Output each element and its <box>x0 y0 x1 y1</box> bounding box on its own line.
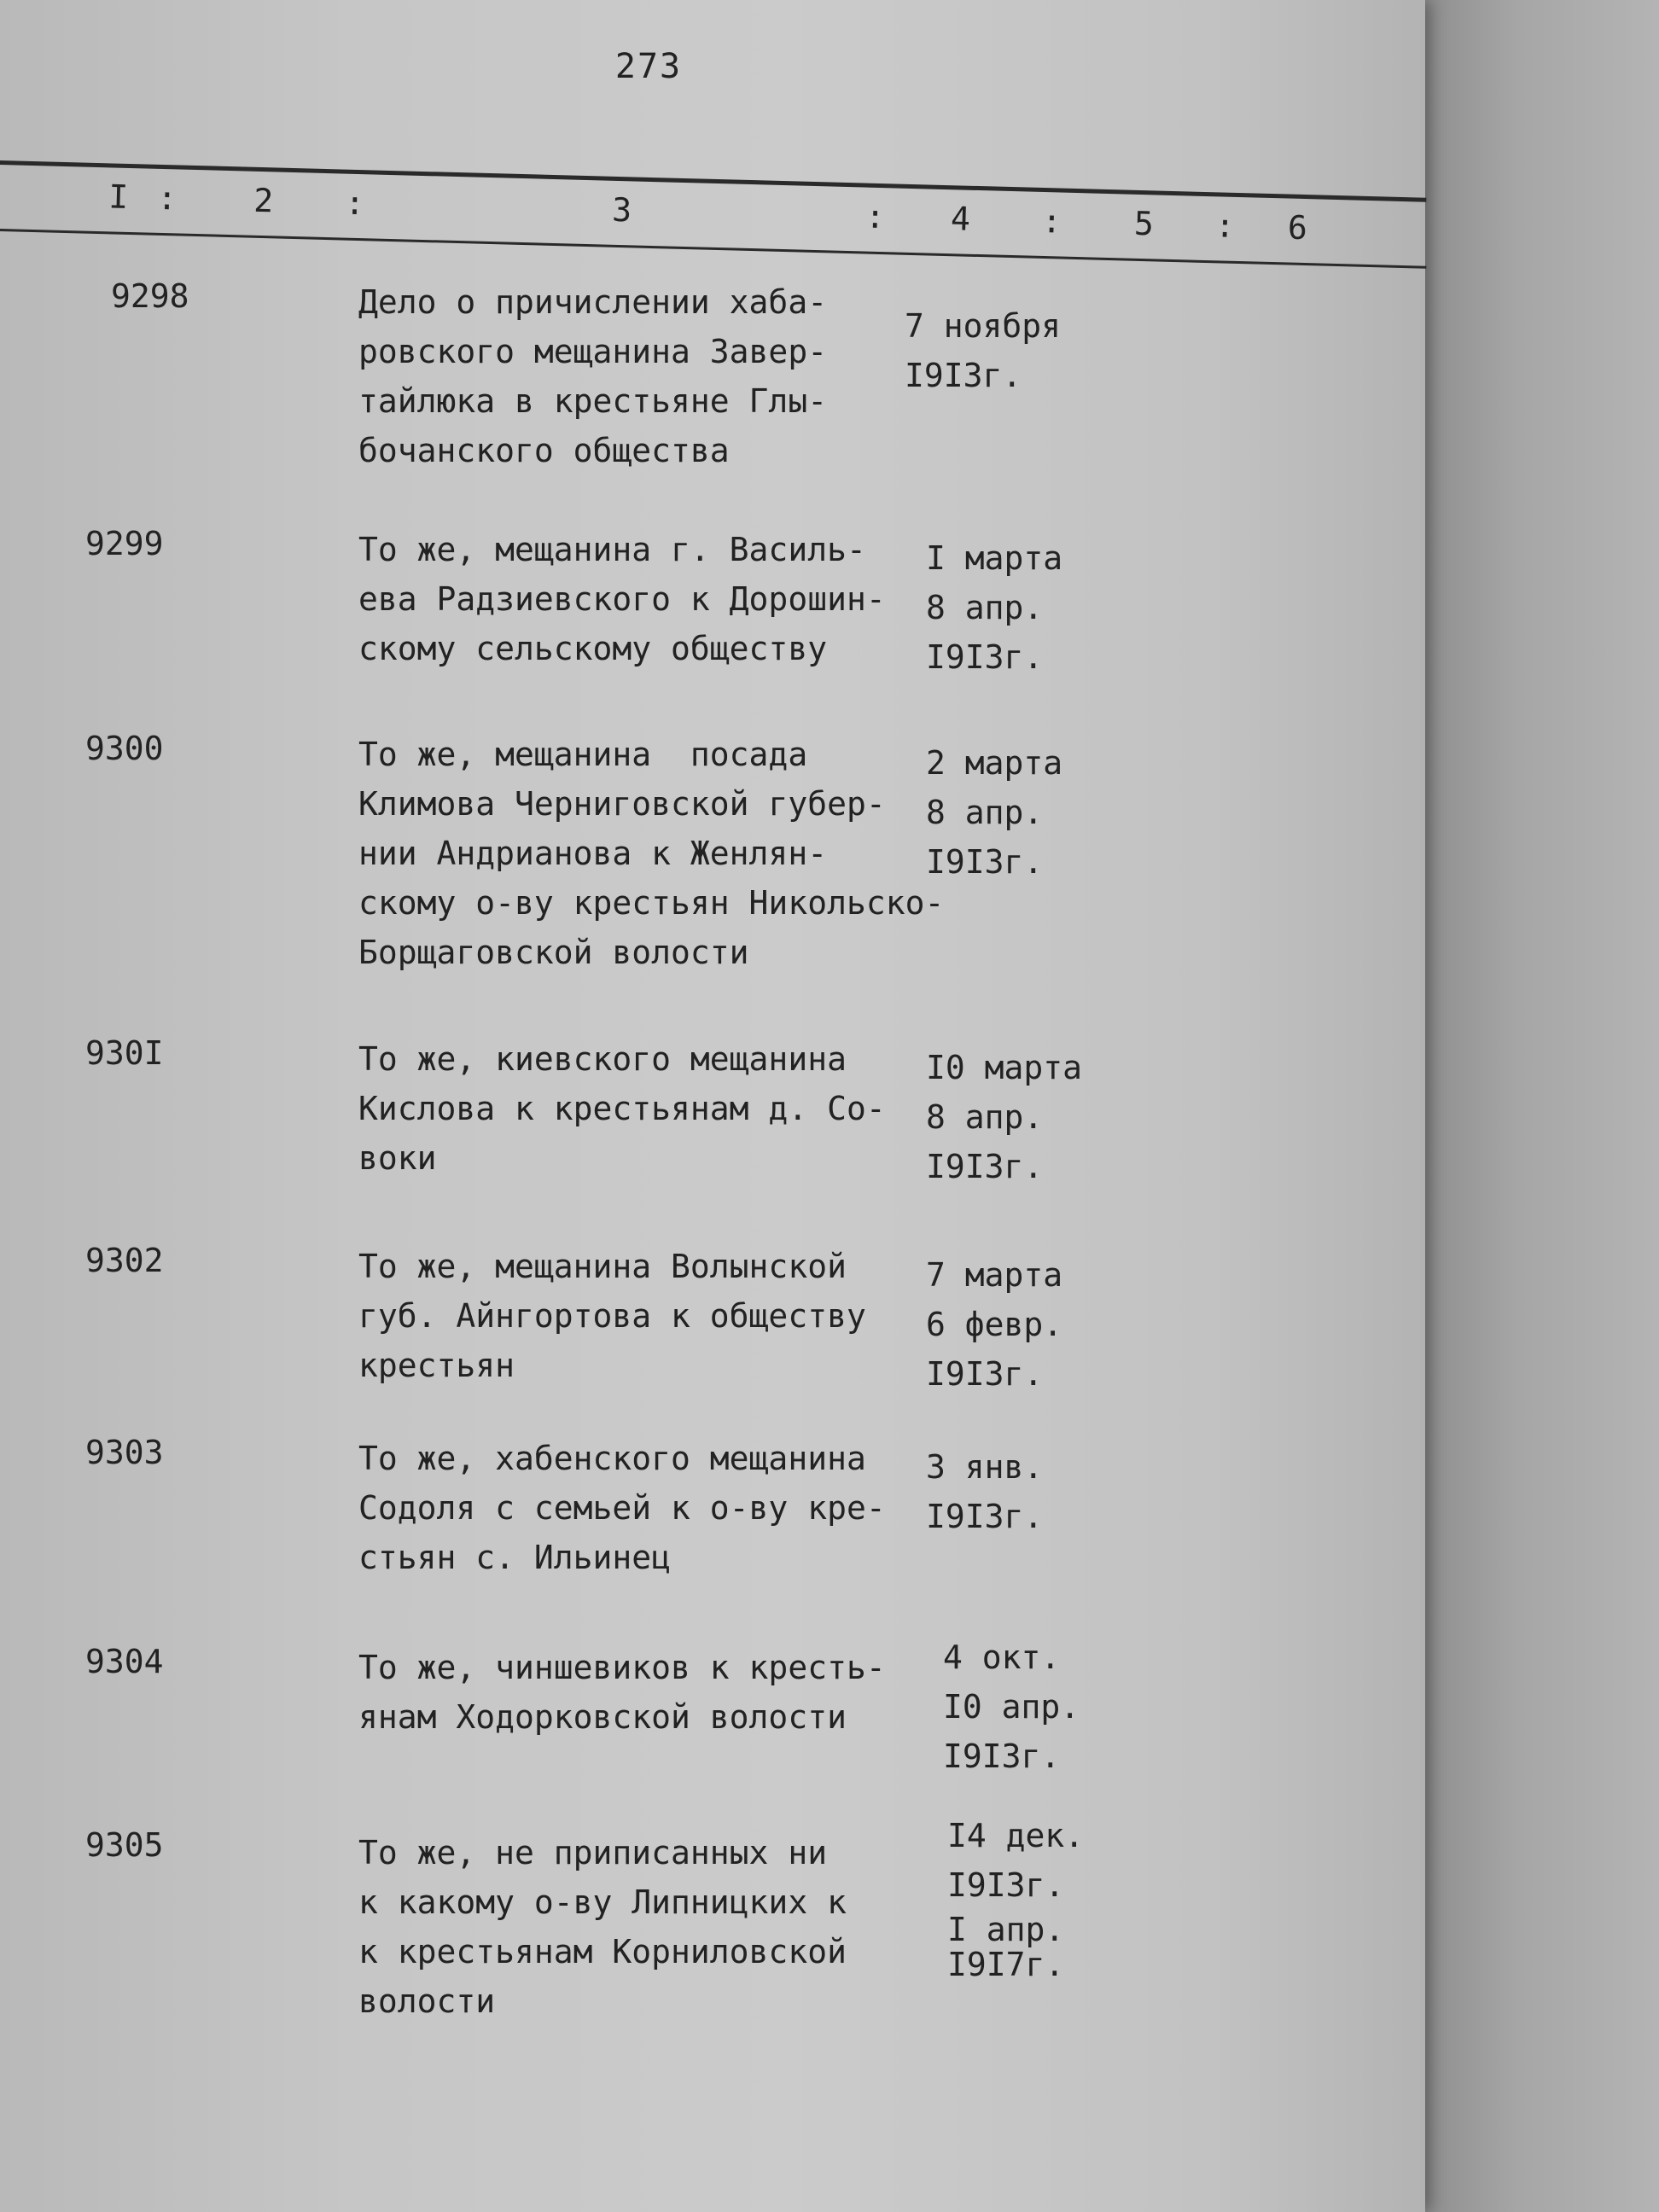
date-line: I9I3г. <box>926 1148 1044 1185</box>
description-line: воки <box>358 1139 437 1177</box>
date-line: I9I3г. <box>926 843 1044 881</box>
description-line: волости <box>358 1982 496 2020</box>
entry-description <box>358 525 939 673</box>
description-line: То же, не приписанных ни <box>358 1834 828 1871</box>
entry-dates <box>926 738 1131 887</box>
entry-dates <box>943 1633 1148 1781</box>
date-line: I апр. <box>947 1911 1065 1948</box>
description-line: То же, мещанина Волынской <box>358 1248 847 1285</box>
date-line: 8 апр. <box>926 1098 1044 1136</box>
column-header-4: 4 <box>950 200 971 238</box>
entry-description <box>358 1643 939 1742</box>
column-separator: : <box>1214 207 1236 245</box>
description-line: То же, киевского мещанина <box>358 1040 847 1078</box>
date-line: I0 марта <box>926 1049 1083 1086</box>
column-separator: : <box>344 183 365 223</box>
date-line: I4 дек. <box>947 1817 1085 1854</box>
entry-dates <box>926 1043 1131 1191</box>
entry-number: 9299 <box>85 525 164 562</box>
description-line: То же, чиншевиков к кресть- <box>358 1649 886 1686</box>
date-line: I9I3г. <box>947 1866 1065 1904</box>
description-line: То же, хабенского мещанина <box>358 1440 866 1477</box>
entry-number: 9302 <box>85 1242 164 1279</box>
description-line: Климова Черниговской губер- <box>358 785 886 823</box>
date-line: 3 янв. <box>926 1448 1044 1486</box>
column-header-1: I <box>108 178 129 216</box>
entry-number: 9305 <box>85 1826 164 1864</box>
entry-number: 9303 <box>85 1434 164 1471</box>
description-line: Борщаговской волости <box>358 934 749 971</box>
column-header-5: 5 <box>1133 204 1155 243</box>
description-line: То же, мещанина посада <box>358 736 808 773</box>
entry-dates <box>926 1250 1131 1399</box>
entry-dates <box>947 1811 1152 1983</box>
date-line: I9I3г. <box>943 1738 1061 1775</box>
date-line: 4 окт. <box>943 1639 1061 1676</box>
description-line: крестьян <box>358 1347 515 1384</box>
description-line: янам Ходорковской волости <box>358 1698 847 1736</box>
column-separator: : <box>864 197 886 236</box>
page-number: 273 <box>614 47 683 86</box>
date-line: I марта <box>926 539 1063 577</box>
entry-description <box>358 1242 939 1390</box>
description-line: нии Андрианова к Женлян- <box>358 835 828 872</box>
page-edge <box>1425 0 1659 2212</box>
entry-description <box>358 730 945 977</box>
description-line: стьян с. Ильинец <box>358 1539 672 1576</box>
column-header-2: 2 <box>253 181 274 220</box>
column-separator: : <box>1041 201 1062 241</box>
description-line: к крестьянам Корниловской <box>358 1933 847 1970</box>
date-line: 6 февр. <box>926 1306 1063 1343</box>
description-line: к какому о-ву Липницких к <box>358 1883 847 1921</box>
description-line: То же, мещанина г. Василь- <box>358 531 866 568</box>
description-line: скому о-ву крестьян Никольско- <box>358 884 945 922</box>
description-line: скому сельскому обществу <box>358 630 828 667</box>
date-line: I0 апр. <box>943 1688 1080 1726</box>
description-line: Дело о причислении хаба- <box>358 283 828 321</box>
date-line: 2 марта <box>926 744 1063 782</box>
entry-number: 9298 <box>111 277 189 315</box>
column-header-6: 6 <box>1287 208 1308 247</box>
description-line: ровского мещанина Завер- <box>358 333 828 370</box>
description-line: тайлюка в крестьяне Глы- <box>358 382 828 420</box>
entry-dates <box>926 533 1131 682</box>
column-header-3: 3 <box>611 190 632 230</box>
entry-description <box>358 1034 939 1183</box>
entry-dates <box>926 1442 1131 1541</box>
column-separator: : <box>156 178 178 218</box>
entry-number: 930I <box>85 1034 164 1072</box>
date-line: I9I3г. <box>926 1355 1044 1393</box>
date-line: 8 апр. <box>926 589 1044 626</box>
date-line: I9I3г. <box>926 638 1044 676</box>
date-line: 8 апр. <box>926 794 1044 831</box>
date-line: I9I3г. <box>905 357 1022 394</box>
entry-number: 9304 <box>85 1643 164 1680</box>
date-line: 7 марта <box>926 1256 1063 1294</box>
date-line: 7 ноября <box>905 307 1062 345</box>
date-line: I9I7г. <box>947 1946 1065 1983</box>
entry-description <box>358 1434 939 1582</box>
description-line: бочанского общества <box>358 432 730 469</box>
description-line: Кислова к крестьянам д. Со- <box>358 1090 886 1127</box>
entry-number: 9300 <box>85 730 164 767</box>
date-line: I9I3г. <box>926 1498 1044 1535</box>
description-line: Содоля с семьей к о-ву кре- <box>358 1489 886 1527</box>
description-line: губ. Айнгортова к обществу <box>358 1297 866 1335</box>
entry-description <box>358 277 939 475</box>
description-line: ева Радзиевского к Дорошин- <box>358 580 886 618</box>
entry-description <box>358 1828 939 2026</box>
entry-dates <box>905 301 1109 400</box>
